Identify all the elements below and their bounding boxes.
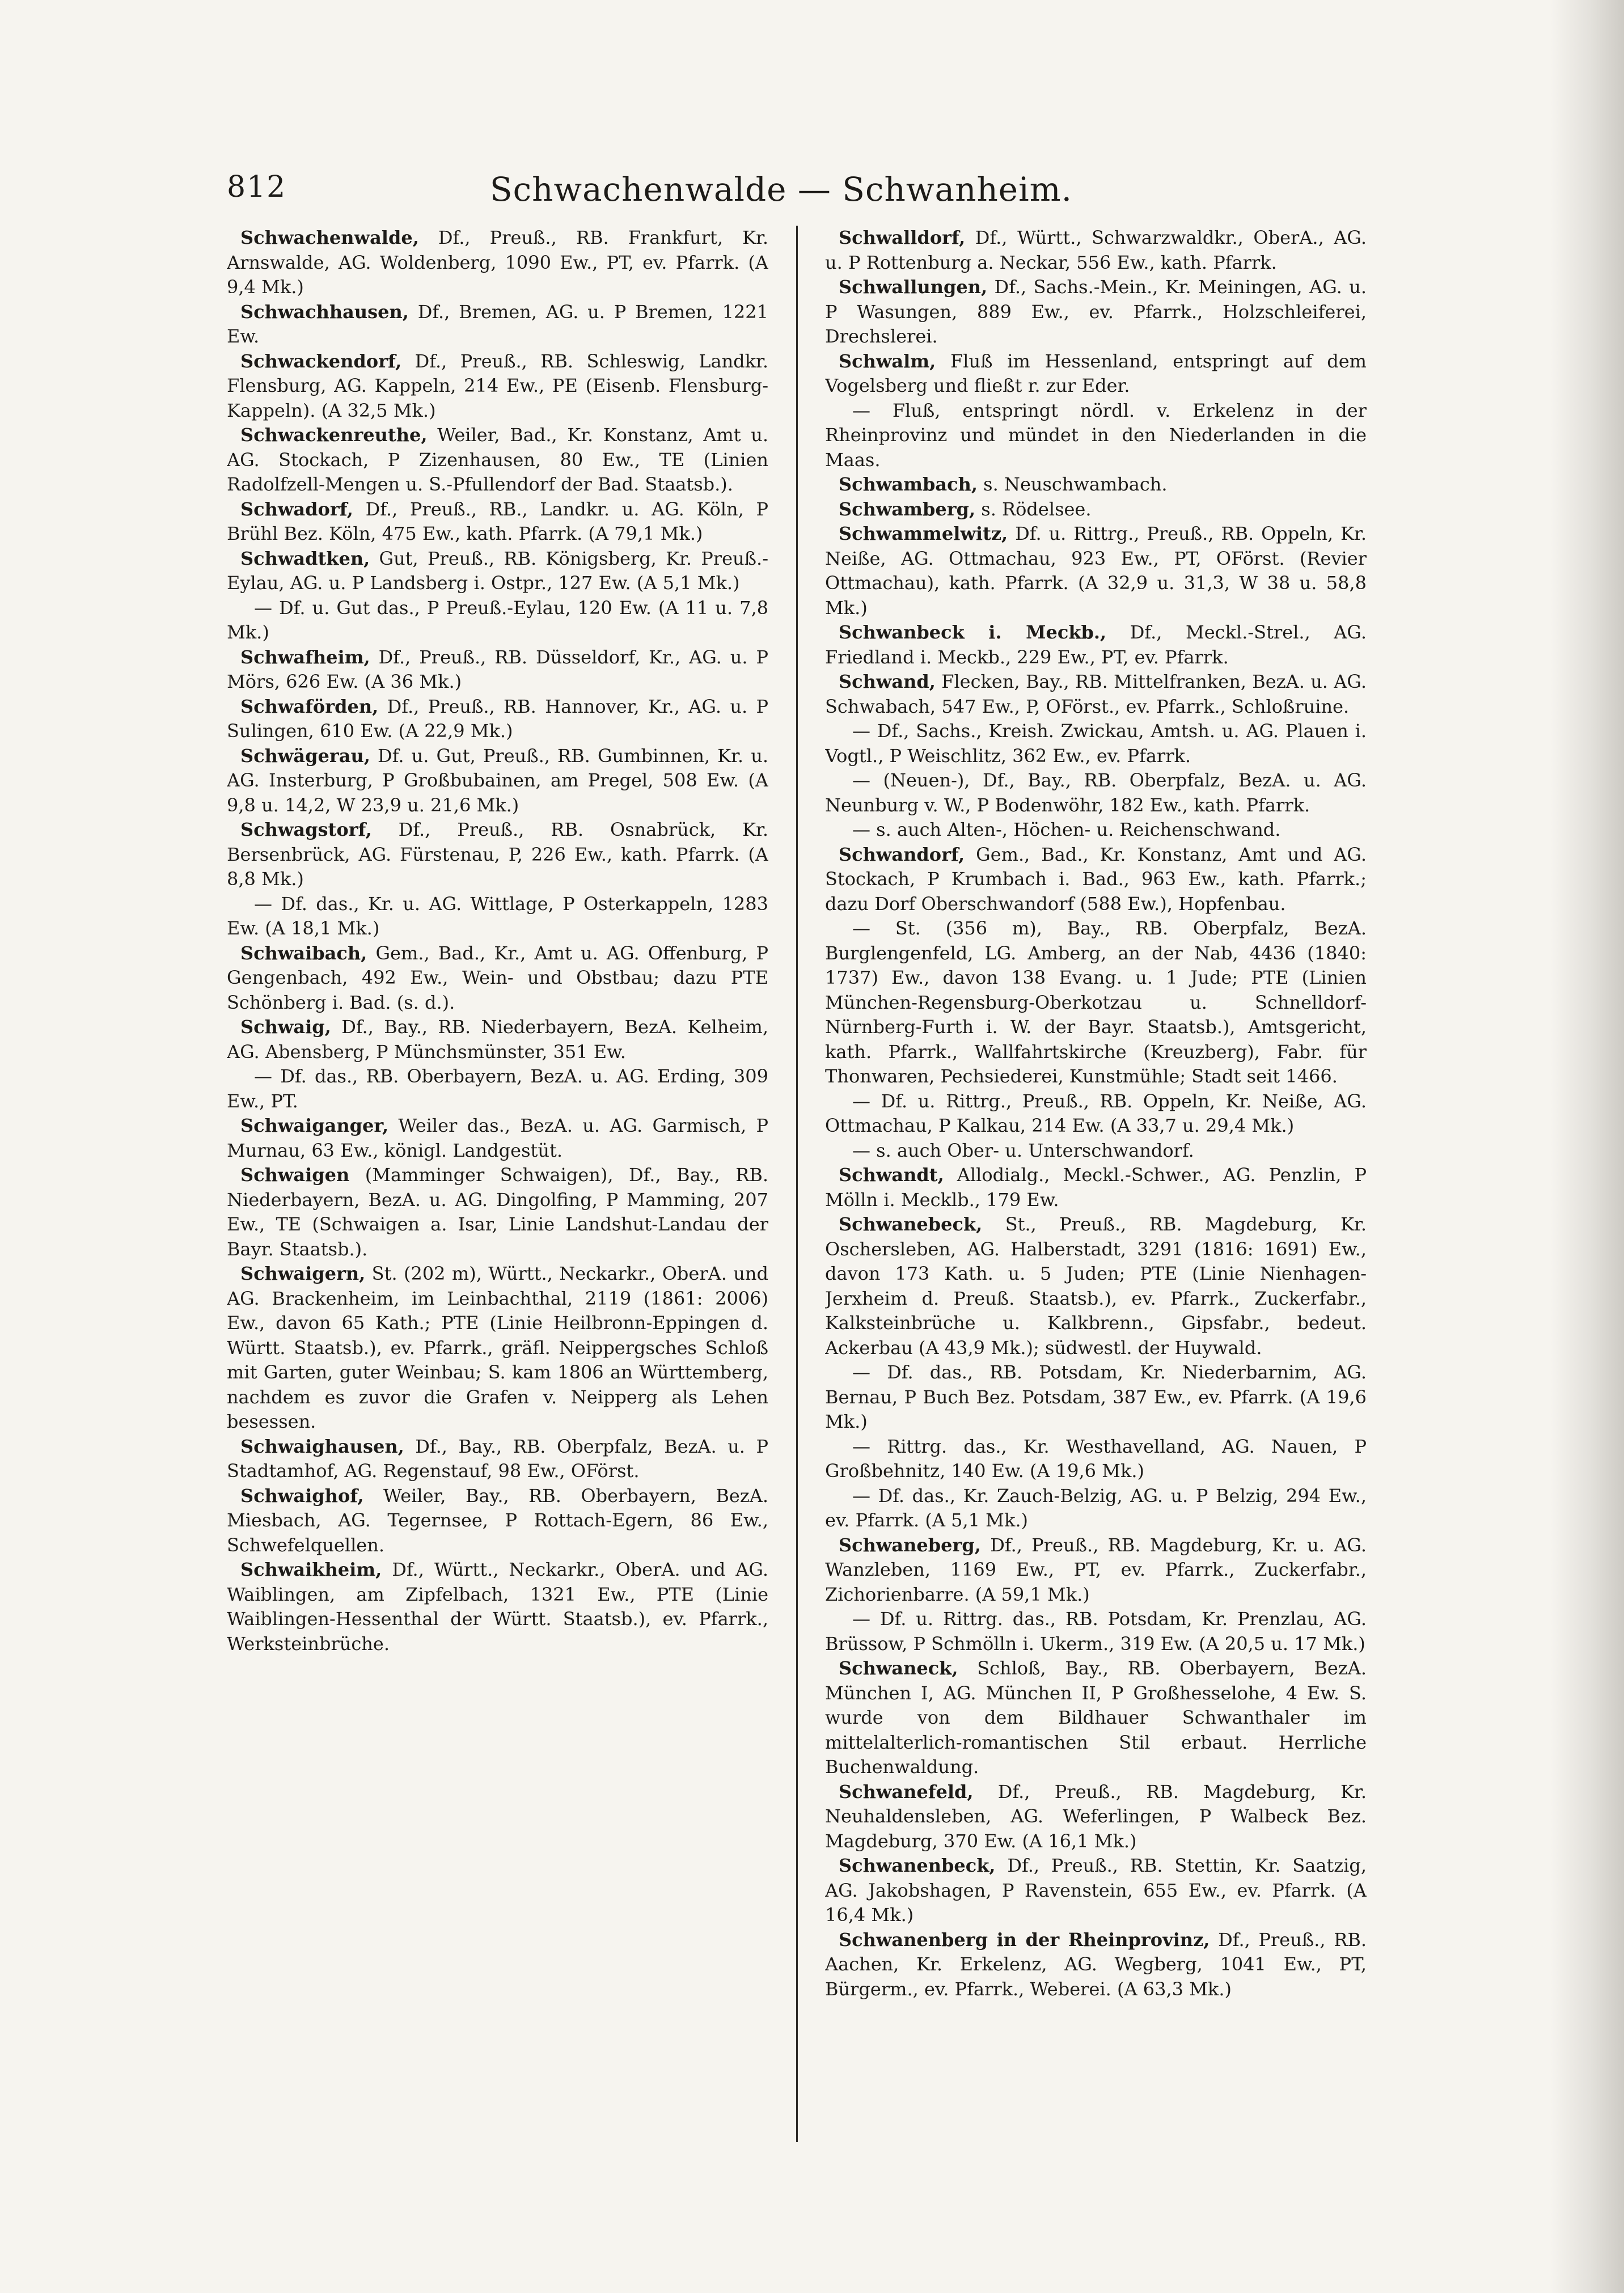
scan-shadow-edge [1550, 0, 1624, 2293]
gazetteer-entry [825, 768, 1367, 818]
gazetteer-entry [227, 892, 768, 941]
entry-headword: Schwanefeld, [839, 1780, 974, 1803]
entry-text: Df., Preuß., RB. Düsseldorf, Kr., AG. u. P Mörs, 626 Ew. (A 36 Mk.) [227, 646, 768, 692]
entry-text: Df., Württ., Schwarzwaldkr., OberA., AG. u. P Rottenburg a. Neckar, 556 Ew., kath. Pfarrk. [825, 227, 1367, 273]
gazetteer-entry [227, 349, 768, 424]
gazetteer-entry [825, 226, 1367, 275]
entry-text: Df., Preuß., RB. Magdeburg, Kr. u. AG. Wanzleben, 1169 Ew., PT, ev. Pfarrk., Zuckerfabr., Zichorienbarre. (A 59,1 Mk.) [825, 1534, 1367, 1605]
entry-text: — (Neuen-), Df., Bay., RB. Oberpfalz, BezA. u. AG. Neunburg v. W., P Bodenwöhr, 182 Ew., kath. Pfarrk. [825, 769, 1367, 816]
gazetteer-entry [227, 1484, 768, 1558]
entry-text: Schloß, Bay., RB. Oberbayern, BezA. München I, AG. München II, P Großhesselohe, 4 Ew. S. wurde von dem Bildhauer Schwanthaler im mittelalterlich-romantischen Stil erbaut. Herrliche Buchenwaldung. [825, 1657, 1367, 1778]
entry-headword: Schwafheim, [240, 646, 370, 668]
gazetteer-entry [227, 645, 768, 695]
gazetteer-entry [227, 744, 768, 818]
gazetteer-entry [825, 497, 1367, 522]
entry-text: s. Neuschwambach. [978, 473, 1168, 495]
gazetteer-entry [227, 695, 768, 744]
entry-text: — Fluß, entspringt nördl. v. Erkelenz in der Rheinprovinz und mündet in den Niederlanden in die Maas. [825, 399, 1367, 471]
entry-text: — Df. u. Gut das., P Preuß.-Eylau, 120 Ew. (A 11 u. 7,8 Mk.) [227, 596, 768, 643]
entry-text: Df. u. Rittrg., Preuß., RB. Oppeln, Kr. Neiße, AG. Ottmachau, 923 Ew., PT, OFörst. (Revier Ottmachau), kath. Pfarrk. (A 32,9 u. 31,3, W 38 u. 58,8 Mk.) [825, 523, 1367, 619]
entry-headword: Schwandt, [839, 1164, 944, 1186]
gazetteer-entry [825, 843, 1367, 917]
gazetteer-entry [825, 1607, 1367, 1656]
gazetteer-entry [825, 1360, 1367, 1435]
left-column [227, 226, 768, 2154]
page-header [227, 170, 1335, 215]
entry-headword: Schwaneck, [839, 1657, 958, 1679]
entry-headword: Schwanenbeck, [839, 1855, 996, 1876]
entry-headword: Schwaneberg, [839, 1534, 981, 1556]
gazetteer-entry [227, 1114, 768, 1163]
entry-text: Df., Bay., RB. Oberpfalz, BezA. u. P Stadtamhof, AG. Regenstauf, 98 Ew., OFörst. [227, 1435, 768, 1482]
entry-headword: Schwaig, [240, 1016, 331, 1038]
entry-headword: Schwachenwalde, [240, 227, 419, 248]
entry-text: (Mamminger Schwaigen), Df., Bay., RB. Niederbayern, BezA. u. AG. Dingolfing, P Mamming, 207 Ew., TE (Schwaigen a. Isar, Linie Landshut-Landau der Bayr. Staatsb.). [227, 1164, 768, 1260]
gazetteer-entry [825, 1139, 1367, 1164]
entry-headword: Schwaiganger, [240, 1115, 389, 1136]
running-title: Schwachenwalde — Schwanheim. [489, 170, 1073, 209]
entry-text: — Df., Sachs., Kreish. Zwickau, Amtsh. u. AG. Plauen i. Vogtl., P Weischlitz, 362 Ew., ev. Pfarrk. [825, 720, 1367, 767]
entry-headword: Schwaikheim, [240, 1559, 382, 1580]
entry-headword: Schwandorf, [839, 843, 965, 865]
gazetteer-entry [825, 1533, 1367, 1607]
entry-text: Df., Preuß., RB. Hannover, Kr., AG. u. P Sulingen, 610 Ew. (A 22,9 Mk.) [227, 695, 768, 742]
gazetteer-entry [825, 349, 1367, 399]
entry-text: St. (202 m), Württ., Neckarkr., OberA. und AG. Brackenheim, im Leinbachthal, 2119 (1861: 2006) Ew., davon 65 Kath.; PTE (Linie Heilbronn-Eppingen d. Württ. Staatsb.), ev. Pfarrk., gräfl. Neippergsches Schloß mit Garten, guter Weinbau; S. kam 1806 an Württemberg, nachdem es zuvor die Grafen v. Neipperg als Lehen besessen. [227, 1263, 768, 1432]
right-column [825, 226, 1367, 2154]
entry-headword: Schwanbeck i. Meckb., [839, 621, 1107, 643]
gazetteer-entry [825, 1656, 1367, 1780]
gazetteer-entry [825, 1163, 1367, 1212]
entry-headword: Schwaighausen, [240, 1435, 404, 1457]
entry-text: Df., Bremen, AG. u. P Bremen, 1221 Ew. [227, 301, 768, 347]
entry-text: Df., Preuß., RB. Magdeburg, Kr. Neuhaldensleben, AG. Weferlingen, P Walbeck Bez. Magdeburg, 370 Ew. (A 16,1 Mk.) [825, 1780, 1367, 1852]
entry-text: Df., Preuß., RB. Frankfurt, Kr. Arnswalde, AG. Woldenberg, 1090 Ew., PT, ev. Pfarrk. (A 9,4 Mk.) [227, 227, 768, 298]
gazetteer-entry [825, 1089, 1367, 1139]
entry-text: — s. auch Ober- u. Unterschwandorf. [852, 1139, 1194, 1161]
entry-headword: Schwand, [839, 671, 936, 692]
entry-headword: Schwammelwitz, [839, 523, 1008, 544]
gazetteer-entry [825, 1928, 1367, 2002]
entry-headword: Schwackenreuthe, [240, 424, 428, 446]
gazetteer-entry [227, 300, 768, 349]
gazetteer-entry [825, 399, 1367, 473]
gazetteer-entry [227, 1435, 768, 1484]
gazetteer-entry [825, 818, 1367, 843]
entry-text: Gem., Bad., Kr., Amt u. AG. Offenburg, P Gengenbach, 492 Ew., Wein- und Obstbau; dazu PTE Schönberg i. Bad. (s. d.). [227, 942, 768, 1013]
entry-text: — St. (356 m), Bay., RB. Oberpfalz, BezA. Burglengenfeld, LG. Amberg, an der Nab, 4436 (1840: 1737) Ew., davon 138 Evang. u. 1 Jude; PTE (Linien München-Regensburg-Oberkotzau u. Schnelldorf-Nürnberg-Furth i. W. der Bayr. Staatsb.), Amtsgericht, kath. Pfarrk., Wallfahrtskirche (Kreuzberg), Fabr. für Thonwaren, Pechsiederei, Kunstmühle; Stadt seit 1466. [825, 917, 1367, 1087]
entry-text: — Rittrg. das., Kr. Westhavelland, AG. Nauen, P Großbehnitz, 140 Ew. (A 19,6 Mk.) [825, 1435, 1367, 1482]
page-number: 812 [227, 170, 287, 204]
entry-headword: Schwaförden, [240, 695, 379, 717]
entry-text: Gem., Bad., Kr. Konstanz, Amt und AG. Stockach, P Krumbach i. Bad., 963 Ew., kath. Pfarrk.; dazu Dorf Oberschwandorf (588 Ew.), Hopfenbau. [825, 843, 1367, 915]
entry-text: Df., Preuß., RB. Stettin, Kr. Saatzig, AG. Jakobshagen, P Ravenstein, 655 Ew., ev. Pfarrk. (A 16,4 Mk.) [825, 1855, 1367, 1926]
gazetteer-entry [825, 1212, 1367, 1360]
gazetteer-entry [227, 1015, 768, 1064]
gazetteer-entry [825, 522, 1367, 620]
entry-text: — Df. das., Kr. Zauch-Belzig, AG. u. P Belzig, 294 Ew., ev. Pfarrk. (A 5,1 Mk.) [825, 1484, 1367, 1531]
gazetteer-entry [825, 916, 1367, 1089]
gazetteer-entry [227, 1558, 768, 1656]
entry-text: Df. u. Gut, Preuß., RB. Gumbinnen, Kr. u. AG. Insterburg, P Großbubainen, am Pregel, 508 Ew. (A 9,8 u. 14,2, W 23,9 u. 21,6 Mk.) [227, 744, 768, 816]
entry-text: Df., Preuß., RB. Schleswig, Landkr. Flensburg, AG. Kappeln, 214 Ew., PE (Eisenb. Flensburg-Kappeln). (A 32,5 Mk.) [227, 350, 768, 421]
entry-headword: Schwaigen [240, 1164, 350, 1186]
gazetteer-entry [825, 1484, 1367, 1533]
entry-headword: Schwadtken, [240, 547, 370, 569]
entry-headword: Schwachhausen, [240, 301, 409, 323]
gazetteer-entry [227, 818, 768, 892]
gazetteer-entry [227, 596, 768, 645]
gazetteer-entry [825, 472, 1367, 497]
entry-text: — Df. das., RB. Potsdam, Kr. Niederbarnim, AG. Bernau, P Buch Bez. Potsdam, 387 Ew., ev. Pfarrk. (A 19,6 Mk.) [825, 1361, 1367, 1432]
entry-text: Df., Preuß., RB., Landkr. u. AG. Köln, P Brühl Bez. Köln, 475 Ew., kath. Pfarrk. (A 79,1 Mk.) [227, 498, 768, 544]
entry-text: Df., Bay., RB. Niederbayern, BezA. Kelheim, AG. Abensberg, P Münchsmünster, 351 Ew. [227, 1016, 768, 1063]
entry-headword: Schwadorf, [240, 498, 353, 520]
entry-text: Df., Sachs.-Mein., Kr. Meiningen, AG. u. P Wasungen, 889 Ew., ev. Pfarrk., Holzschleiferei, Drechslerei. [825, 276, 1367, 347]
gazetteer-entry [825, 1780, 1367, 1854]
gazetteer-entry [227, 1262, 768, 1435]
entry-headword: Schwägerau, [240, 744, 370, 767]
entry-text: — Df. u. Rittrg. das., RB. Potsdam, Kr. Prenzlau, AG. Brüssow, P Schmölln i. Ukerm., 319 Ew. (A 20,5 u. 17 Mk.) [825, 1608, 1367, 1655]
entry-text: Weiler, Bay., RB. Oberbayern, BezA. Miesbach, AG. Tegernsee, P Rottach-Egern, 86 Ew., Schwefelquellen. [227, 1484, 768, 1556]
entry-headword: Schwaighof, [240, 1484, 364, 1507]
entry-headword: Schwanenberg in der Rheinprovinz, [839, 1928, 1210, 1951]
entry-headword: Schwaigern, [240, 1263, 366, 1284]
gazetteer-entry [825, 1435, 1367, 1484]
gazetteer-entry [825, 275, 1367, 349]
entry-headword: Schwallungen, [839, 276, 988, 298]
gazetteer-entry [825, 670, 1367, 719]
entry-headword: Schwalldorf, [839, 227, 966, 248]
entry-text: Gut, Preuß., RB. Königsberg, Kr. Preuß.-Eylau, AG. u. P Landsberg i. Ostpr., 127 Ew. (A 5,1 Mk.) [227, 547, 768, 594]
gazetteer-entry [227, 226, 768, 300]
entry-headword: Schwamberg, [839, 498, 976, 520]
column-divider [796, 226, 798, 2142]
entry-text: s. Rödelsee. [975, 498, 1092, 520]
gazetteer-entry [227, 1163, 768, 1262]
entry-headword: Schwanebeck, [839, 1213, 983, 1235]
entry-text: Weiler, Bad., Kr. Konstanz, Amt u. AG. Stockach, P Zizenhausen, 80 Ew., TE (Linien Radolfzell-Mengen u. S.-Pfullendorf der Bad. Staatsb.). [227, 424, 768, 495]
gazetteer-entry [227, 547, 768, 596]
gazetteer-entry [227, 941, 768, 1016]
gazetteer-entry [825, 620, 1367, 670]
entry-headword: Schwalm, [839, 350, 936, 372]
entry-headword: Schwaibach, [240, 942, 367, 964]
entry-text: Df., Preuß., RB. Osnabrück, Kr. Bersenbrück, AG. Fürstenau, P, 226 Ew., kath. Pfarrk. (A 8,8 Mk.) [227, 819, 768, 890]
entry-text: St., Preuß., RB. Magdeburg, Kr. Oschersleben, AG. Halberstadt, 3291 (1816: 1691) Ew., davon 173 Kath. u. 5 Juden; PTE (Linie Nienhagen-Jerxheim d. Preuß. Staatsb.), ev. Pfarrk., Zuckerfabr., Kalksteinbrüche u. Kalkbrenn., Gipsfabr., bedeut. Ackerbau (A 43,9 Mk.); südwestl. der Huywald. [825, 1213, 1367, 1359]
entry-headword: Schwambach, [839, 473, 978, 495]
entry-text: Df., Meckl.-Strel., AG. Friedland i. Meckb., 229 Ew., PT, ev. Pfarrk. [825, 621, 1367, 668]
entry-text: Weiler das., BezA. u. AG. Garmisch, P Murnau, 63 Ew., königl. Landgestüt. [227, 1115, 768, 1161]
entry-text: Fluß im Hessenland, entspringt auf dem Vogelsberg und fließt r. zur Eder. [825, 350, 1367, 396]
entry-headword: Schwackendorf, [240, 350, 402, 372]
gazetteer-entry [825, 719, 1367, 768]
entry-text: — Df. u. Rittrg., Preuß., RB. Oppeln, Kr. Neiße, AG. Ottmachau, P Kalkau, 214 Ew. (A 33,7 u. 29,4 Mk.) [825, 1090, 1367, 1136]
gazetteer-entry [227, 497, 768, 547]
entry-text: Df., Preuß., RB. Aachen, Kr. Erkelenz, AG. Wegberg, 1041 Ew., PT, Bürgerm., ev. Pfarrk., Weberei. (A 63,3 Mk.) [825, 1928, 1367, 2000]
entry-text: Allodialg., Meckl.-Schwer., AG. Penzlin, P Mölln i. Mecklb., 179 Ew. [825, 1164, 1367, 1211]
entry-text: Df., Württ., Neckarkr., OberA. und AG. Waiblingen, am Zipfelbach, 1321 Ew., PTE (Linie Waiblingen-Hessenthal der Württ. Staatsb.), ev. Pfarrk., Werksteinbrüche. [227, 1559, 768, 1655]
gazetteer-entry [227, 423, 768, 497]
entry-text: Flecken, Bay., RB. Mittelfranken, BezA. u. AG. Schwabach, 547 Ew., P, OFörst., ev. Pfarrk., Schloßruine. [825, 671, 1367, 717]
entry-text: — s. auch Alten-, Höchen- u. Reichenschwand. [852, 819, 1281, 840]
entry-text: — Df. das., Kr. u. AG. Wittlage, P Osterkappeln, 1283 Ew. (A 18,1 Mk.) [227, 892, 768, 939]
gazetteer-entry [227, 1064, 768, 1114]
gazetteer-entry [825, 1854, 1367, 1928]
entry-headword: Schwagstorf, [240, 819, 372, 840]
entry-text: — Df. das., RB. Oberbayern, BezA. u. AG. Erding, 309 Ew., PT. [227, 1065, 768, 1112]
